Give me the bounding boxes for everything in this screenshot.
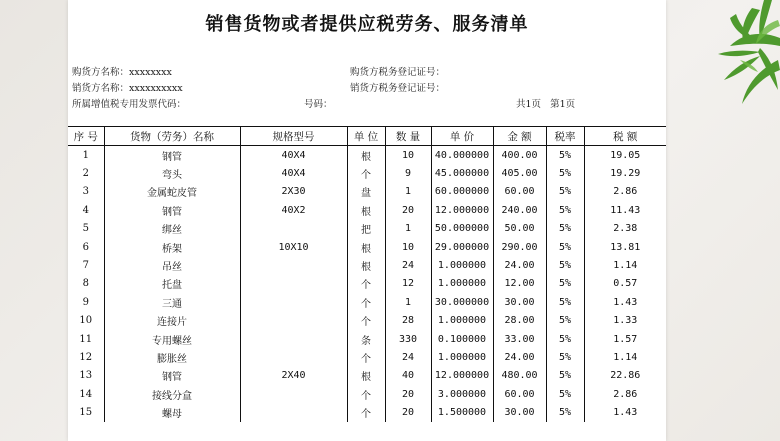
col-header-seq: 序 号 (68, 127, 104, 146)
buyer-tax-id-label: 购货方税务登记证号： (350, 67, 446, 78)
cell-qty: 10 (385, 238, 431, 256)
cell-rate: 5% (546, 256, 584, 274)
cell-unit: 个 (347, 275, 385, 293)
cell-seq: 5 (82, 223, 89, 235)
document-title: 销售货物或者提供应税劳务、服务清单 (205, 14, 529, 35)
cell-spec: 2X30 (240, 183, 347, 201)
cell-rate: 5% (546, 238, 584, 256)
table-row (68, 348, 666, 366)
cell-seq: 3 (82, 186, 89, 198)
cell-unit: 个 (347, 403, 385, 421)
cell-qty: 9 (385, 164, 431, 182)
cell-price: 60.000000 (431, 183, 493, 201)
col-header-price: 单 价 (431, 127, 493, 146)
cell-qty: 40 (385, 367, 431, 385)
cell-seq: 14 (79, 388, 93, 400)
cell-amount: 400.00 (493, 146, 546, 165)
cell-unit: 根 (347, 367, 385, 385)
col-header-spec: 规格型号 (240, 127, 347, 146)
cell-unit: 条 (347, 330, 385, 348)
cell-price: 1.000000 (431, 275, 493, 293)
cell-seq: 10 (79, 315, 93, 327)
cell-unit: 个 (347, 348, 385, 366)
cell-price: 12.000000 (431, 201, 493, 219)
cell-spec (240, 293, 347, 311)
cell-name: 膨胀丝 (104, 348, 240, 366)
cell-rate: 5% (546, 220, 584, 238)
cell-unit: 根 (347, 146, 385, 165)
cell-name: 托盘 (104, 275, 240, 293)
cell-name: 三通 (104, 293, 240, 311)
cell-price: 1.000000 (431, 348, 493, 366)
cell-price: 30.000000 (431, 293, 493, 311)
cell-spec (240, 275, 347, 293)
cell-spec: 10X10 (240, 238, 347, 256)
cell-name: 专用螺丝 (104, 330, 240, 348)
col-header-name: 货物（劳务）名称 (104, 127, 240, 146)
cell-qty: 20 (385, 201, 431, 219)
cell-spec (240, 220, 347, 238)
cell-rate: 5% (546, 201, 584, 219)
cell-price: 3.000000 (431, 385, 493, 403)
cell-unit: 个 (347, 385, 385, 403)
cell-rate: 5% (546, 146, 584, 165)
page-count (516, 96, 575, 110)
cell-name: 绑丝 (104, 220, 240, 238)
cell-unit: 盘 (347, 183, 385, 201)
table-row (68, 312, 666, 330)
table-row (68, 256, 666, 274)
cell-amount: 60.00 (493, 385, 546, 403)
cell-name: 金属蛇皮管 (104, 183, 240, 201)
table-row (68, 330, 666, 348)
cell-name: 螺母 (104, 403, 240, 421)
cell-spec (240, 256, 347, 274)
cell-spec (240, 330, 347, 348)
cell-rate: 5% (546, 275, 584, 293)
cell-amount: 60.00 (493, 183, 546, 201)
buyer-name-value: xxxxxxxx (129, 67, 172, 78)
cell-seq: 1 (82, 149, 89, 161)
cell-amount: 30.00 (493, 403, 546, 421)
cell-qty: 10 (385, 146, 431, 165)
cell-spec (240, 385, 347, 403)
seller-name-label: 销货方名称： (72, 83, 130, 94)
table-row (68, 220, 666, 238)
cell-amount: 24.00 (493, 348, 546, 366)
cell-name: 钢管 (104, 146, 240, 165)
buyer-name-label: 购货方名称： (72, 67, 130, 78)
invoice-number-label: 号码： (304, 99, 333, 110)
cell-amount: 28.00 (493, 312, 546, 330)
cell-spec: 40X2 (240, 201, 347, 219)
cell-tax: 2.86 (584, 183, 666, 201)
cell-name: 接线分盒 (104, 385, 240, 403)
cell-price: 1.000000 (431, 312, 493, 330)
cell-rate: 5% (546, 312, 584, 330)
cell-spec: 2X40 (240, 367, 347, 385)
cell-tax: 0.57 (584, 275, 666, 293)
cell-rate: 5% (546, 164, 584, 182)
cell-price: 50.000000 (431, 220, 493, 238)
cell-name: 钢管 (104, 367, 240, 385)
buyer-name-line (72, 64, 172, 78)
cell-name: 弯头 (104, 164, 240, 182)
cell-price: 40.000000 (431, 146, 493, 165)
col-header-unit: 单 位 (347, 127, 385, 146)
cell-price: 0.100000 (431, 330, 493, 348)
cell-spec (240, 312, 347, 330)
cell-tax: 1.33 (584, 312, 666, 330)
cell-amount: 290.00 (493, 238, 546, 256)
table-row (68, 293, 666, 311)
cell-price: 12.000000 (431, 367, 493, 385)
seller-name-value: xxxxxxxxxx (129, 83, 183, 94)
cell-qty: 20 (385, 385, 431, 403)
cell-tax: 19.29 (584, 164, 666, 182)
page-current: 第1页 (550, 99, 576, 110)
cell-spec: 40X4 (240, 146, 347, 165)
cell-amount: 24.00 (493, 256, 546, 274)
cell-tax: 13.81 (584, 238, 666, 256)
cell-seq: 7 (82, 260, 89, 272)
cell-qty: 330 (385, 330, 431, 348)
cell-rate: 5% (546, 403, 584, 421)
cell-seq: 8 (82, 278, 89, 290)
cell-tax: 2.38 (584, 220, 666, 238)
cell-amount: 240.00 (493, 201, 546, 219)
seller-tax-id-label: 销货方税务登记证号： (350, 83, 446, 94)
cell-spec (240, 348, 347, 366)
cell-qty: 12 (385, 275, 431, 293)
cell-spec: 40X4 (240, 164, 347, 182)
cell-price: 29.000000 (431, 238, 493, 256)
cell-rate: 5% (546, 385, 584, 403)
cell-unit: 根 (347, 238, 385, 256)
table-row (68, 238, 666, 256)
cell-amount: 405.00 (493, 164, 546, 182)
invoice-sheet (68, 0, 666, 441)
col-header-rate: 税率 (546, 127, 584, 146)
cell-tax: 1.57 (584, 330, 666, 348)
table-row (68, 367, 666, 385)
cell-amount: 50.00 (493, 220, 546, 238)
cell-tax: 22.86 (584, 367, 666, 385)
pages-total: 共1页 (516, 99, 542, 110)
cell-name: 钢管 (104, 201, 240, 219)
cell-seq: 6 (82, 241, 89, 253)
cell-name: 连接片 (104, 312, 240, 330)
table-row (68, 164, 666, 182)
cell-amount: 480.00 (493, 367, 546, 385)
cell-unit: 把 (347, 220, 385, 238)
cell-name: 吊丝 (104, 256, 240, 274)
cell-seq: 2 (82, 168, 89, 180)
cell-unit: 根 (347, 256, 385, 274)
cell-tax: 19.05 (584, 146, 666, 165)
cell-seq: 15 (79, 407, 93, 419)
cell-tax: 2.86 (584, 385, 666, 403)
table-row (68, 403, 666, 421)
table-row (68, 146, 666, 165)
cell-seq: 12 (79, 351, 93, 363)
seller-name-line (72, 80, 183, 94)
cell-amount: 33.00 (493, 330, 546, 348)
cell-seq: 4 (82, 204, 89, 216)
table-row (68, 275, 666, 293)
col-header-qty: 数 量 (385, 127, 431, 146)
cell-tax: 1.14 (584, 348, 666, 366)
cell-rate: 5% (546, 367, 584, 385)
cell-rate: 5% (546, 183, 584, 201)
cell-unit: 个 (347, 164, 385, 182)
cell-seq: 11 (79, 333, 93, 345)
cell-name: 桥架 (104, 238, 240, 256)
cell-price: 1.500000 (431, 403, 493, 421)
cell-unit: 根 (347, 201, 385, 219)
cell-qty: 1 (385, 293, 431, 311)
cell-rate: 5% (546, 293, 584, 311)
cell-rate: 5% (546, 330, 584, 348)
cell-seq: 9 (82, 296, 89, 308)
cell-seq: 13 (79, 370, 93, 382)
table-header-row (68, 127, 666, 146)
cell-qty: 1 (385, 183, 431, 201)
table-row (68, 385, 666, 403)
invoice-code-label: 所属增值税专用发票代码： (72, 99, 187, 110)
goods-list-table (68, 126, 666, 422)
cell-qty: 24 (385, 348, 431, 366)
cell-amount: 30.00 (493, 293, 546, 311)
cell-qty: 20 (385, 403, 431, 421)
cell-tax: 1.43 (584, 293, 666, 311)
cell-spec (240, 403, 347, 421)
cell-tax: 1.14 (584, 256, 666, 274)
col-header-amount: 金 额 (493, 127, 546, 146)
cell-unit: 个 (347, 293, 385, 311)
table-row (68, 201, 666, 219)
table-row (68, 183, 666, 201)
cell-qty: 24 (385, 256, 431, 274)
cell-price: 1.000000 (431, 256, 493, 274)
cell-tax: 1.43 (584, 403, 666, 421)
cell-qty: 28 (385, 312, 431, 330)
plant-leaves-icon (660, 0, 780, 110)
cell-unit: 个 (347, 312, 385, 330)
cell-tax: 11.43 (584, 201, 666, 219)
cell-qty: 1 (385, 220, 431, 238)
cell-price: 45.000000 (431, 164, 493, 182)
cell-amount: 12.00 (493, 275, 546, 293)
col-header-tax: 税 额 (584, 127, 666, 146)
cell-rate: 5% (546, 348, 584, 366)
